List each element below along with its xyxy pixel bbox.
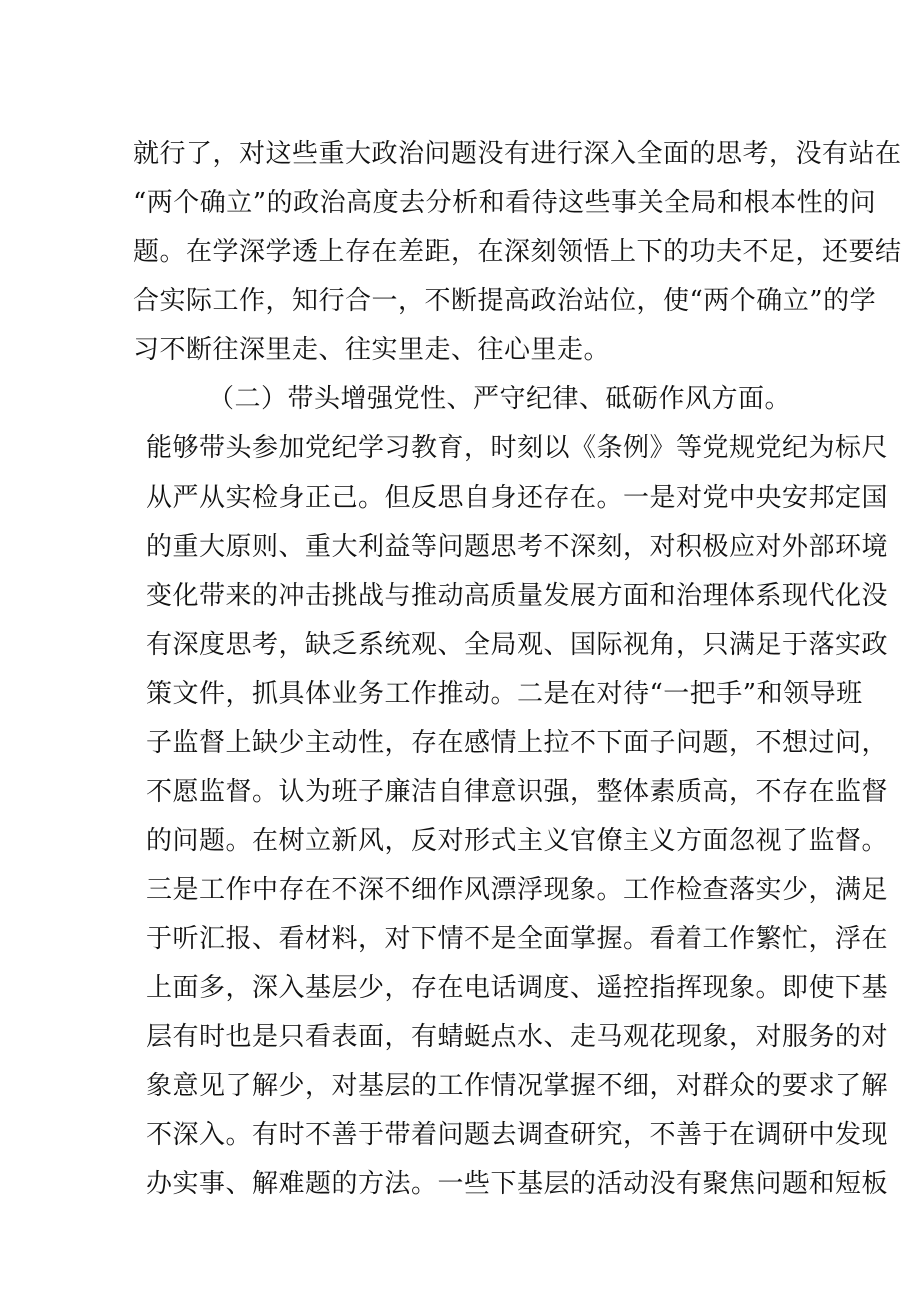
- paragraph-line-12: 策文件，抓具体业务工作推动。二是在对待“一把手”和领导班: [146, 679, 863, 709]
- paragraph-line-7: 能够带头参加党纪学习教育，时刻以《条例》等党规党纪为标尺: [146, 433, 889, 463]
- paragraph-line-13: 子监督上缺少主动性，存在感情上拉不下面子问题，不想过问，: [146, 728, 889, 758]
- paragraph-line-8: 从严从实检身正己。但反思自身还存在。一是对党中央安邦定国: [146, 483, 889, 513]
- paragraph-line-21: 不深入。有时不善于带着问题去调查研究，不善于在调研中发现: [146, 1120, 889, 1150]
- paragraph-line-20: 象意见了解少，对基层的工作情况掌握不细，对群众的要求了解: [146, 1071, 889, 1101]
- paragraph-line-10: 变化带来的冲击挑战与推动高质量发展方面和治理体系现代化没: [146, 581, 889, 611]
- paragraph-line-18: 上面多，深入基层少，存在电话调度、遥控指挥现象。即使下基: [146, 973, 889, 1003]
- paragraph-line-11: 有深度思考，缺乏系统观、全局观、国际视角，只满足于落实政: [146, 630, 889, 660]
- paragraph-line-15: 的问题。在树立新风，反对形式主义官僚主义方面忽视了监督。: [146, 826, 889, 856]
- section-heading: （二）带头增强党性、严守纪律、砥砺作风方面。: [208, 384, 792, 414]
- paragraph-line-2: “两个确立”的政治高度去分析和看待这些事关全局和根本性的问: [133, 188, 877, 218]
- paragraph-line-3: 题。在学深学透上存在差距，在深刻领悟上下的功夫不足，还要结: [133, 237, 902, 267]
- paragraph-line-16: 三是工作中存在不深不细作风漂浮现象。工作检查落实少，满足: [146, 875, 889, 905]
- paragraph-line-9: 的重大原则、重大利益等问题思考不深刻，对积极应对外部环境: [146, 532, 889, 562]
- paragraph-line-17: 于听汇报、看材料，对下情不是全面掌握。看着工作繁忙，浮在: [146, 924, 889, 954]
- paragraph-line-4: 合实际工作，知行合一，不断提高政治站位，使“两个确立”的学: [133, 286, 877, 316]
- paragraph-line-5: 习不断往深里走、往实里走、往心里走。: [133, 335, 611, 365]
- paragraph-line-22: 办实事、解难题的方法。一些下基层的活动没有聚焦问题和短板: [146, 1169, 889, 1199]
- paragraph-line-1: 就行了，对这些重大政治问题没有进行深入全面的思考，没有站在: [133, 139, 902, 169]
- paragraph-line-14: 不愿监督。认为班子廉洁自律意识强，整体素质高，不存在监督: [146, 777, 889, 807]
- paragraph-line-19: 层有时也是只看表面，有蜻蜓点水、走马观花现象，对服务的对: [146, 1022, 889, 1052]
